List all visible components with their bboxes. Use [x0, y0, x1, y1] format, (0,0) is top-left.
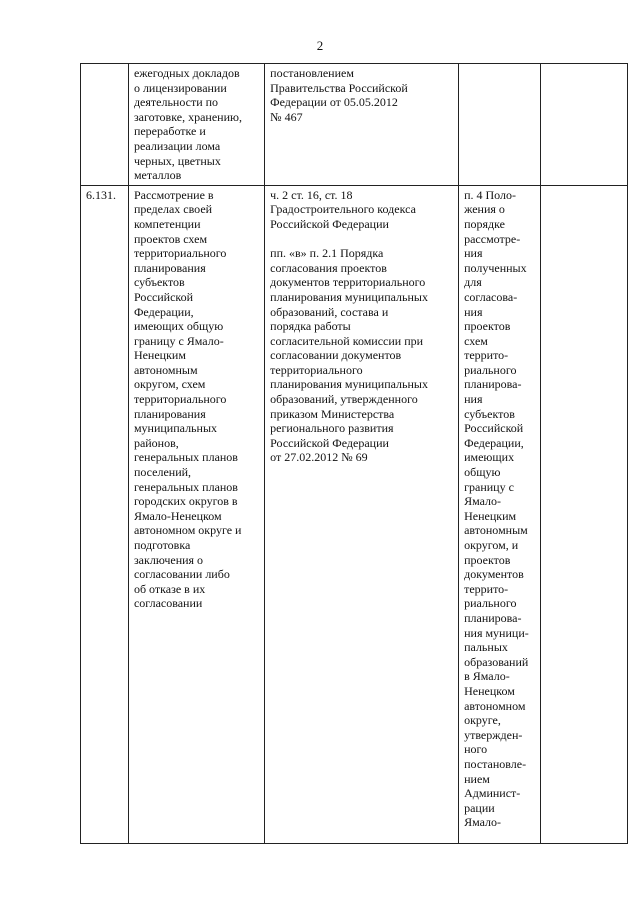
text-line: п. 4 Поло- [464, 187, 517, 202]
text-line: Российской [133, 289, 194, 304]
text-line: согласова- [464, 289, 518, 304]
text-line: Рассмотрение в [133, 187, 214, 202]
text-line: об отказе в их [133, 581, 206, 596]
text-line: документов [464, 567, 524, 582]
extra-cell [540, 185, 627, 843]
text-line: постановлением [270, 66, 354, 80]
table-row [81, 64, 628, 186]
paragraph-gap [270, 232, 454, 247]
text-line: Российской Федерации [270, 435, 389, 450]
text-line: Российской Федерации [270, 216, 389, 231]
subject-cell [128, 64, 264, 186]
legal-basis-part-2 [270, 246, 454, 465]
text-line: пределах своей [133, 202, 213, 217]
text-line: согласовании [133, 596, 203, 611]
text-line: территориального [133, 246, 227, 261]
text-line: планирования [133, 260, 206, 275]
row-number-cell [81, 64, 129, 186]
text-line: пп. «в» п. 2.1 Порядка [270, 246, 384, 261]
text-line: территориального [270, 362, 363, 377]
text-line: Админист- [464, 786, 521, 801]
text-line: автономном округе и [133, 523, 242, 538]
text-line: пальных [464, 640, 508, 655]
text-line: постановле- [464, 756, 527, 771]
text-line: согласовании либо [133, 567, 230, 582]
text-line: согласования проектов [270, 260, 387, 275]
text-line: ного [464, 742, 488, 757]
extra-cell [540, 64, 627, 186]
text-line: переработке и [133, 124, 206, 139]
text-line: заключения о [133, 552, 204, 567]
text-line: рации [464, 800, 495, 815]
text-line: автономным [133, 362, 198, 377]
legal-basis-cell [265, 185, 459, 843]
text-line: проектов [464, 319, 511, 334]
text-line: согласовании документов [270, 348, 402, 363]
text-line: муниципальных [133, 421, 218, 436]
text-line: автономным [464, 523, 528, 538]
text-line: планирова- [464, 377, 522, 392]
text-line: согласительной комиссии при [270, 333, 424, 348]
text-line: округом, схем [133, 377, 206, 392]
text-line: поселений, [133, 465, 192, 480]
text-line: деятельности по [133, 95, 219, 110]
text-line: субъектов [133, 275, 185, 290]
page-number: 2 [316, 38, 324, 53]
text-line: черных, цветных [133, 153, 221, 168]
text-line: городских округов в [133, 494, 238, 509]
text-line: проектов схем [133, 231, 208, 246]
text-line: образований, состава и [270, 304, 389, 319]
text-line: заготовке, хранению, [133, 109, 242, 124]
text-line: планирования муниципальных [270, 289, 428, 304]
text-line: генеральных планов [133, 479, 238, 494]
text-line: ния [464, 246, 483, 261]
text-line: Ненецком [464, 683, 515, 698]
text-line: образований, утвержденного [270, 392, 418, 407]
text-line: документов территориального [270, 275, 426, 290]
text-line: округе, [464, 713, 501, 728]
text-line: границу с Ямало- [133, 333, 224, 348]
text-line: для [464, 275, 482, 290]
text-line: границу с [464, 479, 514, 494]
text-line: автономном [464, 698, 526, 713]
text-line: утвержден- [464, 727, 523, 742]
text-line: Градостроительного кодекса [270, 202, 416, 217]
table-row [81, 185, 628, 843]
text-line: порядке [464, 216, 505, 231]
text-line: Ямало-Ненецком [133, 508, 222, 523]
text-line: приказом Министерства [270, 406, 395, 421]
text-line: территориального [133, 392, 227, 407]
text-line: № 467 [270, 109, 303, 124]
text-line: Правительства Российской [270, 80, 408, 95]
text-line: террито- [464, 581, 509, 596]
text-line: планирования муниципальных [270, 377, 428, 392]
text-line: Ненецким [133, 348, 186, 363]
text-line: ния [464, 304, 483, 319]
text-line: округом, и [464, 538, 519, 552]
text-line: Федерации, [133, 304, 194, 319]
text-line: генеральных планов [133, 450, 238, 465]
text-line: компетенции [133, 216, 201, 231]
text-line: субъектов [464, 406, 515, 421]
text-line: схем [464, 333, 488, 348]
text-line: нием [464, 771, 490, 786]
text-line: порядка работы [270, 319, 351, 334]
text-line: рассмотре- [464, 231, 521, 246]
text-line: террито- [464, 348, 509, 363]
legal-basis-part-1 [270, 188, 454, 232]
text-line: планирова- [464, 610, 522, 625]
text-line: Федерации от 05.05.2012 [270, 95, 398, 110]
text-line: имеющих [464, 450, 515, 465]
subject-cell [128, 185, 264, 843]
text-line: Ненецким [464, 508, 517, 523]
text-line: регионального развития [270, 421, 394, 436]
text-line: образований [464, 654, 529, 669]
text-line: реализации лома [133, 138, 221, 153]
text-line: риального [464, 362, 517, 377]
text-line: имеющих общую [133, 319, 224, 334]
text-line: от 27.02.2012 № 69 [270, 450, 368, 465]
text-line: районов, [133, 435, 179, 450]
text-line: ния муници- [464, 625, 529, 640]
text-line: общую [464, 465, 501, 480]
text-line: ежегодных докладов [133, 66, 240, 80]
regulation-cell [459, 185, 541, 843]
text-line: полученных [464, 260, 527, 275]
regulation-cell [459, 64, 541, 186]
text-line: ч. 2 ст. 16, ст. 18 [270, 187, 353, 202]
text-line: Федерации, [464, 435, 524, 450]
text-line: ния [464, 392, 483, 407]
document-table [80, 63, 628, 844]
text-line: о лицензировании [133, 80, 227, 95]
text-line: в Ямало- [464, 669, 510, 684]
text-line: проектов [464, 552, 511, 567]
text-line: жения о [464, 202, 505, 217]
text-line: планирования [133, 406, 206, 421]
legal-basis-cell [265, 64, 459, 186]
text-line: Ямало- [464, 815, 502, 830]
text-line: металлов [133, 168, 182, 183]
text-line: Ямало- [464, 494, 502, 509]
row-number-cell: 6.131. [81, 185, 129, 843]
text-line: риального [464, 596, 517, 611]
text-line: Российской [464, 421, 524, 436]
text-line: подготовка [133, 538, 191, 552]
